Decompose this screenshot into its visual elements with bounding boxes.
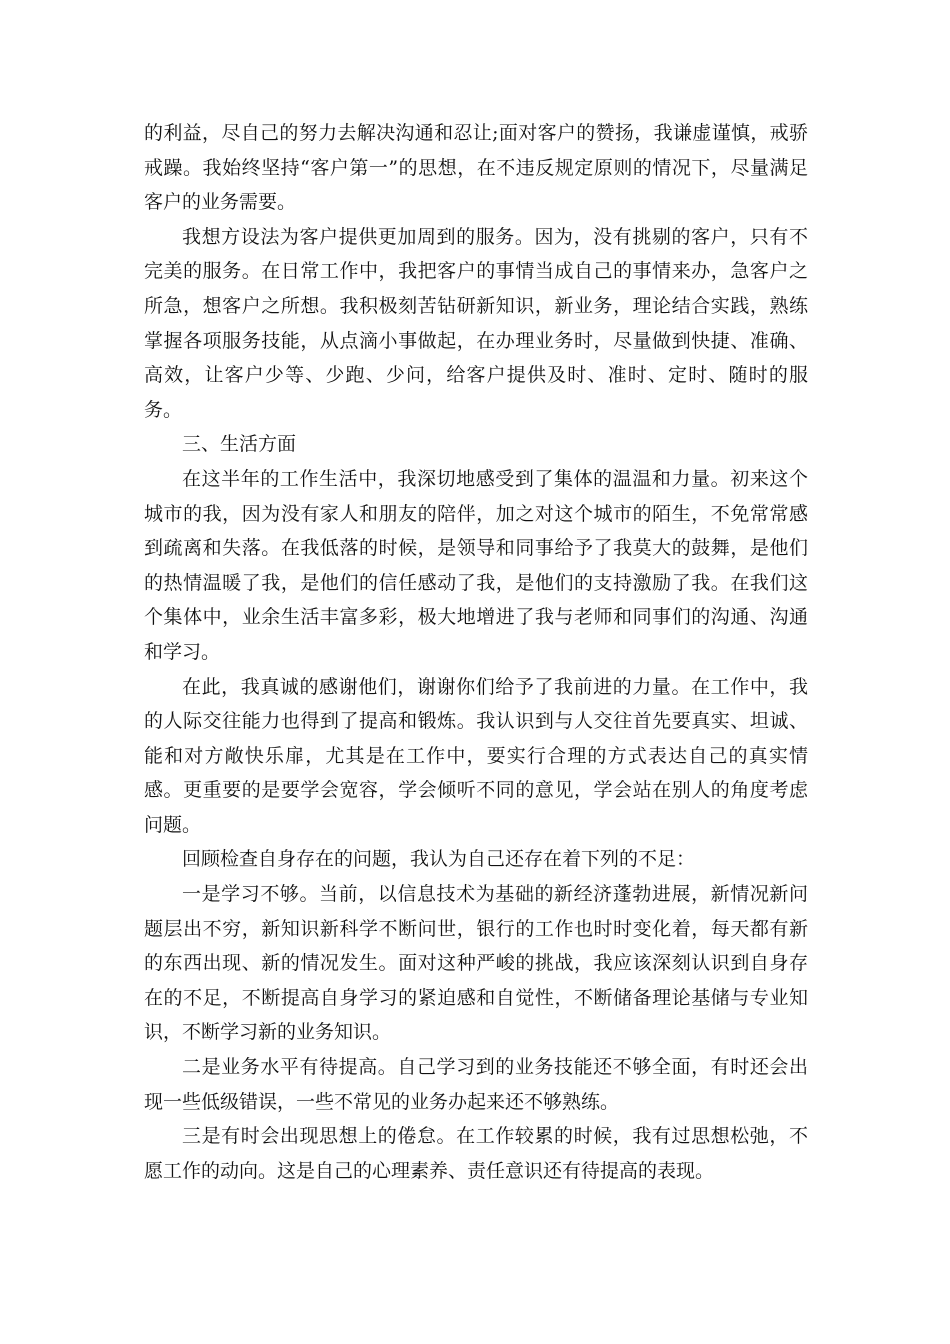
section-heading: 三、生活方面: [182, 433, 297, 456]
paragraph-5: 回顾检查自身存在的问题，我认为自己还存在着下列的不足：: [182, 848, 696, 871]
paragraph-8: 三是有时会出现思想上的倦怠。在工作较累的时候，我有过思想松弛，不愿工作的动向。这是自己的心理素养、责任意识还有待提高的表现。: [144, 1125, 808, 1182]
paragraph-6: 一是学习不够。当前，以信息技术为基础的新经济蓬勃进展，新情况新问题层出不穷，新知识新科学不断问世，银行的工作也时时变化着，每天都有新的东西出现、新的情况发生。面对这种严峻的挑战，我应该深刻认识到自身存在的不足，不断提高自身学习的紧迫感和自觉性，不断储备理论基储与专业知识，不断学习新的业务知识。: [144, 883, 808, 1044]
paragraph-4: 在此，我真诚的感谢他们，谢谢你们给予了我前进的力量。在工作中，我的人际交往能力也得到了提高和锻炼。我认识到与人交往首先要真实、坦诚、能和对方敞快乐扉，尤其是在工作中，要实行合理的方式表达自己的真实情感。更重要的是要学会宽容，学会倾听不同的意见，学会站在别人的角度考虑问题。: [144, 675, 808, 836]
paragraph-7: 二是业务水平有待提高。自己学习到的业务技能还不够全面，有时还会出现一些低级错误，一些不常见的业务办起来还不够熟练。: [144, 1056, 808, 1113]
paragraph-1: 的利益，尽自己的努力去解决沟通和忍让;面对客户的赞扬，我谦虚谨慎，戒骄戒躁。我始终坚持“客户第一”的思想，在不违反规定原则的情况下，尽量满足客户的业务需要。: [144, 122, 808, 214]
paragraph-3: 在这半年的工作生活中，我深切地感受到了集体的温温和力量。初来这个城市的我，因为没有家人和朋友的陪伴，加之对这个城市的陌生，不免常常感到疏离和失落。在我低落的时候，是领导和同事给予了我莫大的鼓舞，是他们的热情温暖了我，是他们的信任感动了我，是他们的支持激励了我。在我们这个集体中，业余生活丰富多彩，极大地增进了我与老师和同事们的沟通、沟通和学习。: [144, 467, 808, 663]
paragraph-2: 我想方设法为客户提供更加周到的服务。因为，没有挑剔的客户，只有不完美的服务。在日常工作中，我把客户的事情当成自己的事情来办，急客户之所急，想客户之所想。我积极刻苦钻研新知识，新业务，理论结合实践，熟练掌握各项服务技能，从点滴小事做起，在办理业务时，尽量做到快捷、准确、高效，让客户少等、少跑、少问，给客户提供及时、准时、定时、随时的服务。: [144, 225, 808, 421]
document-page: [144, 116, 808, 1188]
